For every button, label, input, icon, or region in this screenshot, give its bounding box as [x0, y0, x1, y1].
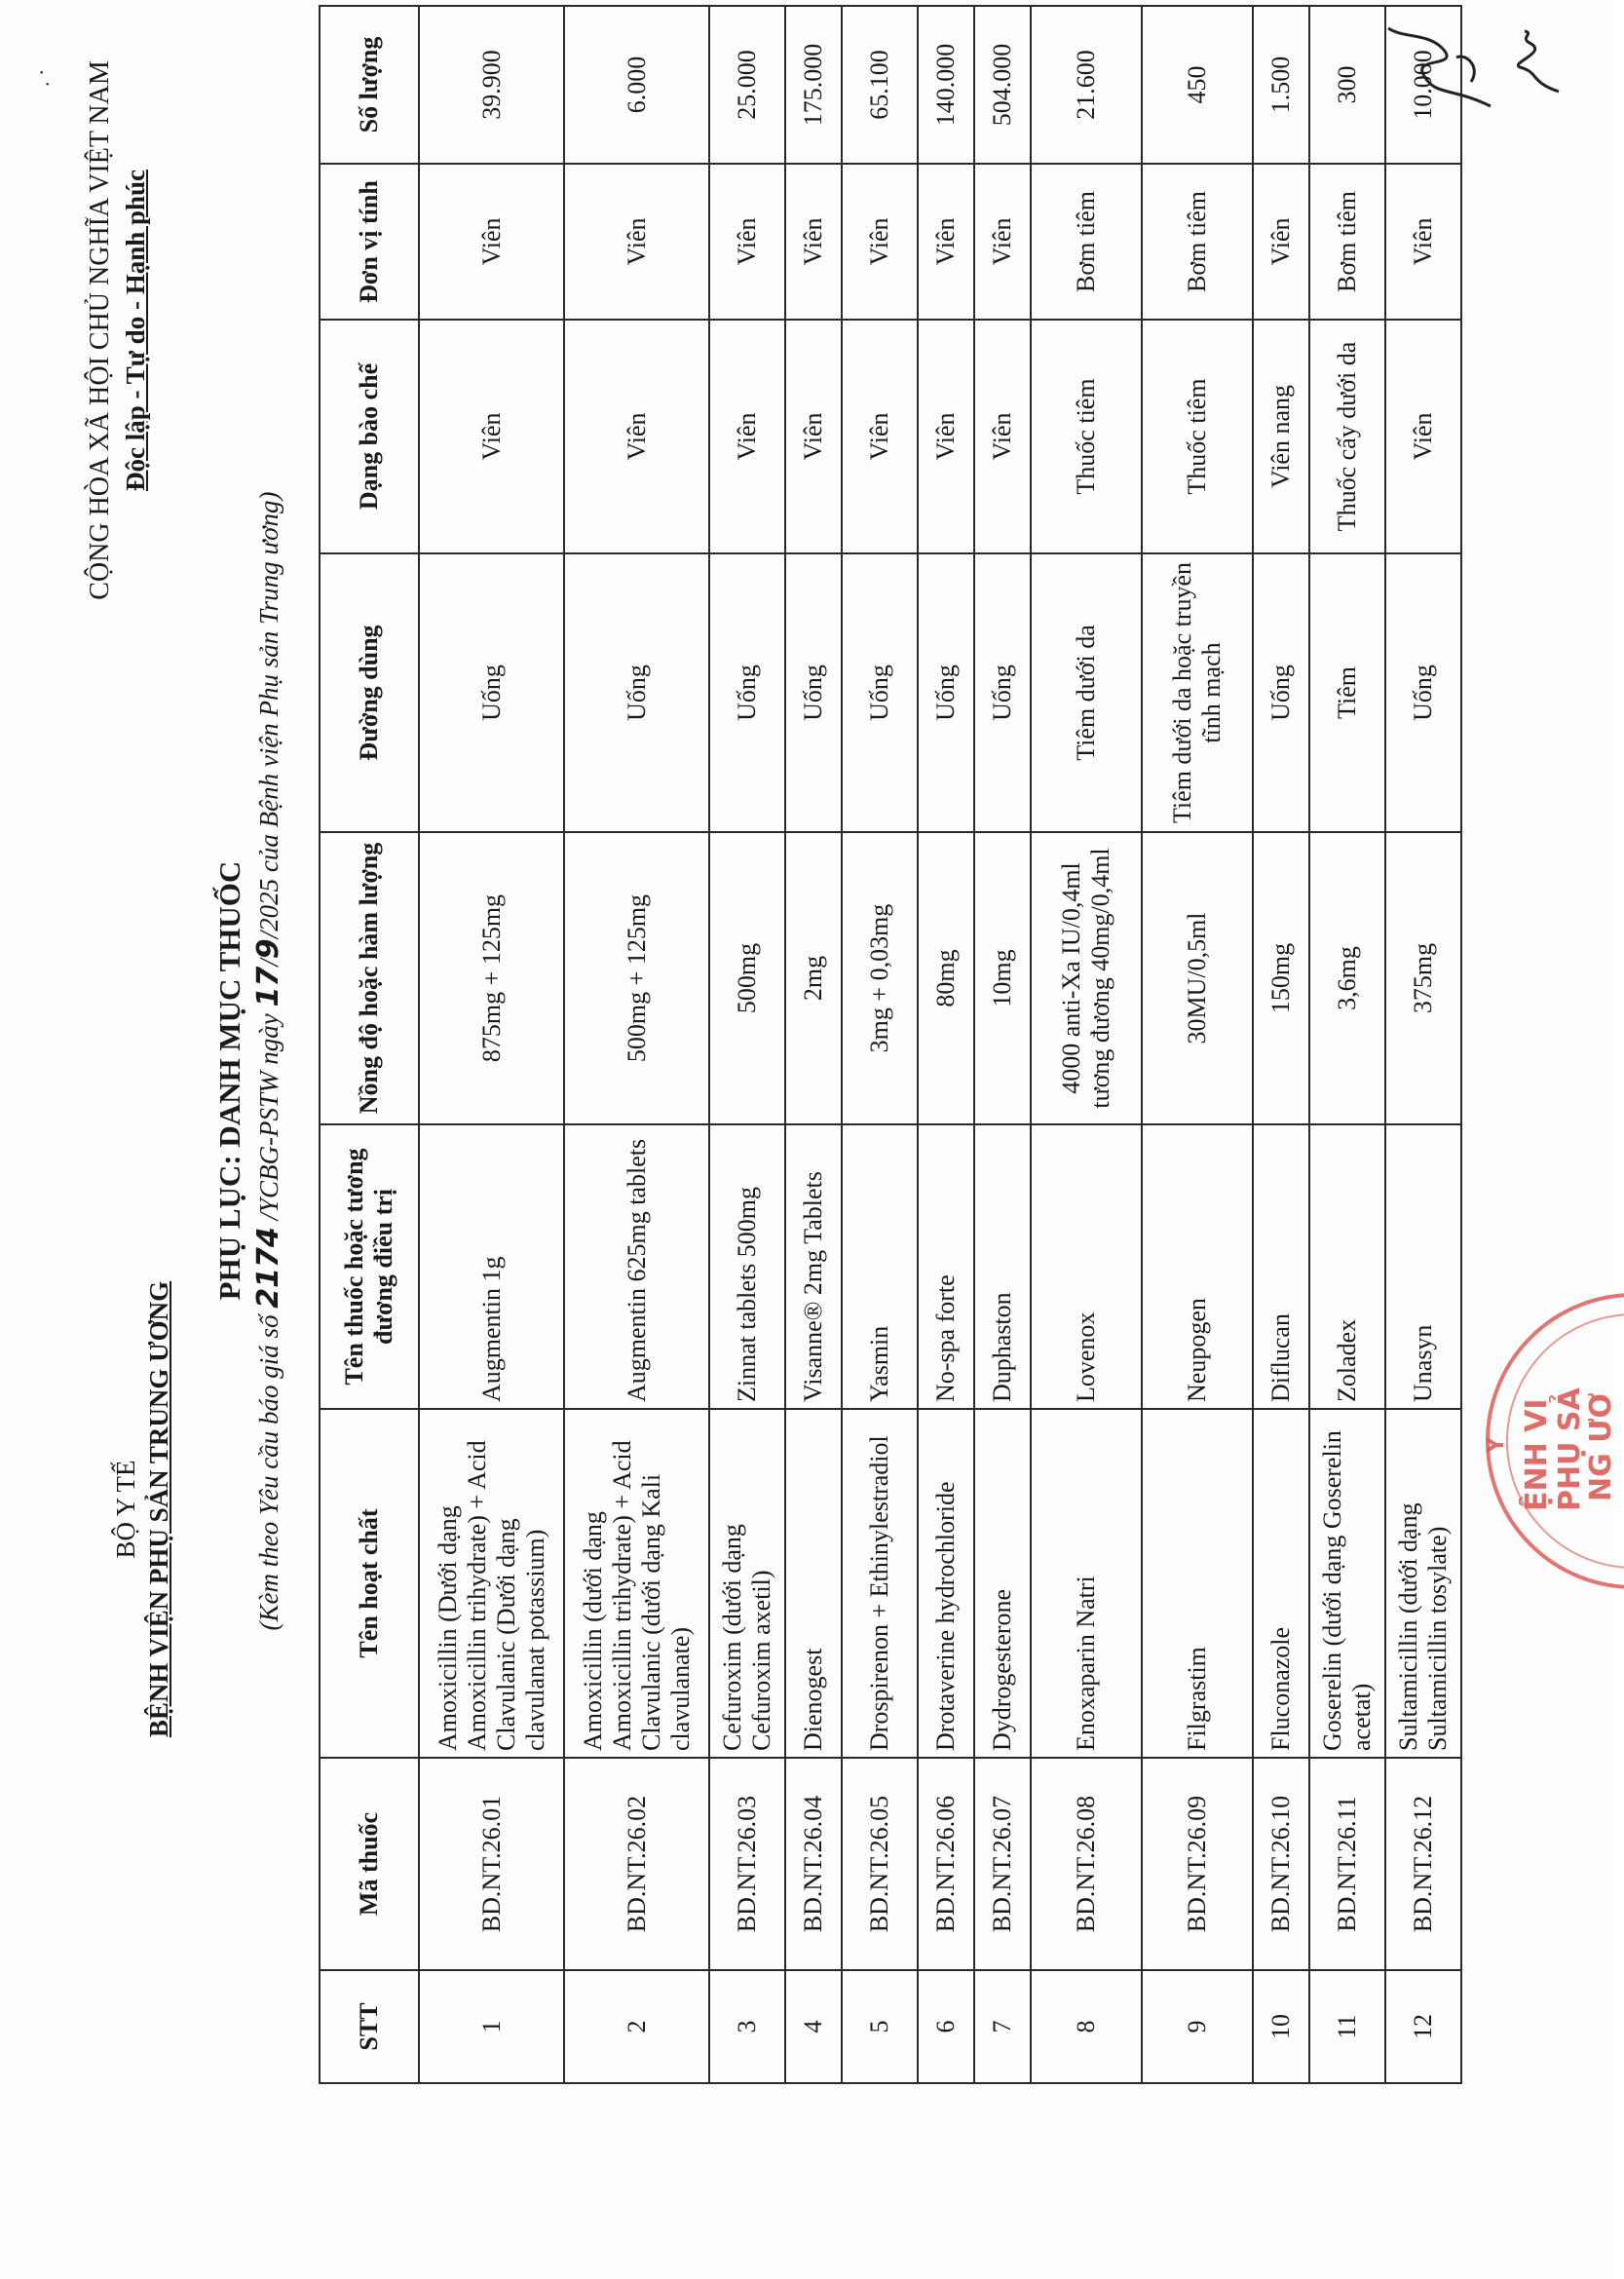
cell-strength: 150mg	[1253, 832, 1309, 1124]
hospital-seal	[1463, 1227, 1619, 1597]
col-route: Đường dùng	[320, 553, 419, 832]
cell-code: BD.NT.26.11	[1309, 1758, 1385, 1970]
header-right	[83, 28, 153, 632]
cell-stt: 11	[1309, 1970, 1385, 2083]
cell-route: Uống	[918, 553, 974, 832]
cell-brand: Augmentin 625mg tablets	[564, 1124, 709, 1409]
seal-text-2: ỆNH VI	[1520, 1398, 1554, 1511]
national-motto: Độc lập - Tự do - Hạnh phúc	[121, 169, 150, 492]
cell-route: Uống	[974, 553, 1031, 832]
cell-qty: 25.000	[709, 6, 785, 164]
cell-ingredient: Cefuroxim (dưới dạng Cefuroxim axetil)	[709, 1409, 785, 1758]
cell-stt: 1	[419, 1970, 564, 2083]
hospital-name: BỆNH VIỆN PHỤ SẢN TRUNG ƯƠNG	[144, 1280, 173, 1738]
cell-qty: 6.000	[564, 6, 709, 164]
cell-qty: 300	[1309, 6, 1385, 164]
cell-qty: 65.100	[842, 6, 918, 164]
cell-form: Viên	[709, 320, 785, 553]
request-day: 17	[251, 966, 285, 1007]
cell-code: BD.NT.26.03	[709, 1758, 785, 1970]
cell-brand: No-spa forte	[918, 1124, 974, 1409]
table-row	[842, 6, 918, 2083]
ministry-name: BỘ Y TẾ	[111, 1460, 140, 1559]
cell-strength: 80mg	[918, 832, 974, 1124]
country-name: CỘNG HÒA XÃ HỘI CHỦ NGHĨA VIỆT NAM	[85, 60, 115, 600]
cell-route: Uống	[842, 553, 918, 832]
cell-ingredient: Fluconazole	[1253, 1409, 1309, 1758]
table-row	[1031, 6, 1142, 2083]
request-month: 9	[251, 938, 285, 960]
cell-stt: 10	[1253, 1970, 1309, 2083]
table-row	[1309, 6, 1385, 2083]
cell-strength: 500mg + 125mg	[564, 832, 709, 1124]
cell-brand: Neupogen	[1142, 1124, 1253, 1409]
cell-stt: 9	[1142, 1970, 1253, 2083]
cell-code: BD.NT.26.01	[419, 1758, 564, 1970]
cell-ingredient: Drospirenon + Ethinylestradiol	[842, 1409, 918, 1758]
cell-route: Uống	[1385, 553, 1461, 832]
cell-stt: 5	[842, 1970, 918, 2083]
cell-route: Tiêm dưới da hoặc truyền tĩnh mạch	[1142, 553, 1253, 832]
cell-brand: Yasmin	[842, 1124, 918, 1409]
cell-stt: 7	[974, 1970, 1031, 2083]
col-ingredient: Tên hoạt chất	[320, 1409, 419, 1758]
cell-form: Viên nang	[1253, 320, 1309, 553]
cell-route: Uống	[709, 553, 785, 832]
cell-code: BD.NT.26.06	[918, 1758, 974, 1970]
cell-code: BD.NT.26.12	[1385, 1758, 1461, 1970]
cell-strength: 375mg	[1385, 832, 1461, 1124]
cell-form: Thuốc cấy dưới da	[1309, 320, 1385, 553]
cell-ingredient: Dienogest	[785, 1409, 842, 1758]
cell-brand: Augmentin 1g	[419, 1124, 564, 1409]
cell-unit: Viên	[1253, 164, 1309, 320]
cell-brand: Unasyn	[1385, 1124, 1461, 1409]
table-row	[1142, 6, 1253, 2083]
cell-brand: Lovenox	[1031, 1124, 1142, 1409]
cell-unit: Bơm tiêm	[1142, 164, 1253, 320]
table-header-row	[320, 6, 419, 2083]
cell-strength: 3,6mg	[1309, 832, 1385, 1124]
cell-code: BD.NT.26.04	[785, 1758, 842, 1970]
cell-qty: 140.000	[918, 6, 974, 164]
cell-form: Thuốc tiêm	[1031, 320, 1142, 553]
cell-brand: Diflucan	[1253, 1124, 1309, 1409]
scan-dots: . ·	[29, 68, 54, 87]
cell-qty: 504.000	[974, 6, 1031, 164]
cell-qty: 1.500	[1253, 6, 1309, 164]
cell-route: Uống	[564, 553, 709, 832]
signature-icon	[1374, 19, 1510, 126]
cell-strength: 3mg + 0,03mg	[842, 832, 918, 1124]
cell-form: Viên	[785, 320, 842, 553]
cell-brand: Zoladex	[1309, 1124, 1385, 1409]
col-stt: STT	[320, 1970, 419, 2083]
cell-ingredient: Enoxaparin Natri	[1031, 1409, 1142, 1758]
cell-qty: 39.900	[419, 6, 564, 164]
cell-route: Uống	[419, 553, 564, 832]
cell-unit: Viên	[918, 164, 974, 320]
cell-unit: Bơm tiêm	[1031, 164, 1142, 320]
cell-unit: Viên	[419, 164, 564, 320]
document-subtitle	[251, 330, 285, 1792]
col-brand: Tên thuốc hoặc tương đương điều trị	[320, 1124, 419, 1409]
table-row	[709, 6, 785, 2083]
seal-text-4: NG ƯƠ	[1584, 1392, 1618, 1501]
cell-stt: 6	[918, 1970, 974, 2083]
table-row	[1385, 6, 1461, 2083]
cell-unit: Viên	[564, 164, 709, 320]
cell-unit: Viên	[709, 164, 785, 320]
cell-brand: Visanne® 2mg Tablets	[785, 1124, 842, 1409]
cell-brand: Zinnat tablets 500mg	[709, 1124, 785, 1409]
subtitle-part1: (Kèm theo Yêu cầu báo giá số	[254, 1314, 283, 1631]
cell-ingredient: Dydrogesterone	[974, 1409, 1031, 1758]
initials-icon	[1500, 23, 1568, 101]
cell-strength: 2mg	[785, 832, 842, 1124]
cell-ingredient: Amoxicillin (Dưới dạng Amoxicillin trihydrate) + Acid Clavulanic (Dưới dạng clavulanat potassium)	[419, 1409, 564, 1758]
cell-form: Viên	[974, 320, 1031, 553]
cell-code: BD.NT.26.07	[974, 1758, 1031, 1970]
cell-ingredient: Filgrastim	[1142, 1409, 1253, 1758]
cell-code: BD.NT.26.10	[1253, 1758, 1309, 1970]
col-unit: Đơn vị tính	[320, 164, 419, 320]
cell-form: Viên	[564, 320, 709, 553]
cell-ingredient: Amoxicillin (dưới dạng Amoxicillin trihydrate) + Acid Clavulanic (dưới dạng Kali clavulanate)	[564, 1409, 709, 1758]
cell-stt: 8	[1031, 1970, 1142, 2083]
cell-stt: 2	[564, 1970, 709, 2083]
subtitle-part2: /YCBG-PSTW ngày	[254, 1013, 283, 1221]
cell-qty: 450	[1142, 6, 1253, 164]
col-form: Dạng bào chế	[320, 320, 419, 553]
table-row	[564, 6, 709, 2083]
cell-code: BD.NT.26.05	[842, 1758, 918, 1970]
subtitle-part3: /2025 của Bệnh viện Phụ sản Trung ương)	[254, 491, 283, 939]
cell-route: Uống	[785, 553, 842, 832]
cell-qty: 175.000	[785, 6, 842, 164]
cell-route: Uống	[1253, 553, 1309, 832]
col-code: Mã thuốc	[320, 1758, 419, 1970]
seal-text-3: PHỤ SẢ	[1553, 1387, 1587, 1511]
seal-text-1: Y	[1485, 1437, 1509, 1453]
cell-form: Viên	[918, 320, 974, 553]
cell-code: BD.NT.26.02	[564, 1758, 709, 1970]
cell-ingredient: Drotaverine hydrochloride	[918, 1409, 974, 1758]
cell-form: Viên	[1385, 320, 1461, 553]
cell-route: Tiêm dưới da	[1031, 553, 1142, 832]
cell-form: Viên	[419, 320, 564, 553]
cell-stt: 12	[1385, 1970, 1461, 2083]
cell-qty: 21.600	[1031, 6, 1142, 164]
cell-strength: 875mg + 125mg	[419, 832, 564, 1124]
cell-ingredient: Goserelin (dưới dạng Goserelin acetat)	[1309, 1409, 1385, 1758]
table-row	[974, 6, 1031, 2083]
table-row	[785, 6, 842, 2083]
medicine-table	[319, 5, 1462, 2084]
cell-route: Tiêm	[1309, 553, 1385, 832]
cell-qty: 10.000	[1385, 6, 1461, 164]
date-sep: /	[254, 959, 283, 967]
cell-code: BD.NT.26.08	[1031, 1758, 1142, 1970]
cell-strength: 30MU/0,5ml	[1142, 832, 1253, 1124]
cell-stt: 4	[785, 1970, 842, 2083]
cell-unit: Viên	[974, 164, 1031, 320]
cell-brand: Duphaston	[974, 1124, 1031, 1409]
cell-form: Viên	[842, 320, 918, 553]
cell-unit: Viên	[1385, 164, 1461, 320]
header-left	[109, 1197, 175, 1821]
table-row	[918, 6, 974, 2083]
document-title: PHỤ LỤC: DANH MỤC THUỐC	[212, 860, 246, 1301]
cell-form: Thuốc tiêm	[1142, 320, 1253, 553]
col-qty: Số lượng	[320, 6, 419, 164]
cell-strength: 10mg	[974, 832, 1031, 1124]
cell-unit: Bơm tiêm	[1309, 164, 1385, 320]
cell-code: BD.NT.26.09	[1142, 1758, 1253, 1970]
cell-unit: Viên	[785, 164, 842, 320]
cell-strength: 500mg	[709, 832, 785, 1124]
request-number: 2174	[251, 1227, 285, 1309]
table-row	[419, 6, 564, 2083]
cell-ingredient: Sultamicillin (dưới dạng Sultamicillin tosylate)	[1385, 1409, 1461, 1758]
cell-unit: Viên	[842, 164, 918, 320]
col-strength: Nồng độ hoặc hàm lượng	[320, 832, 419, 1124]
cell-strength: 4000 anti-Xa IU/0,4ml tương đương 40mg/0,4ml	[1031, 832, 1142, 1124]
cell-stt: 3	[709, 1970, 785, 2083]
table-row	[1253, 6, 1309, 2083]
